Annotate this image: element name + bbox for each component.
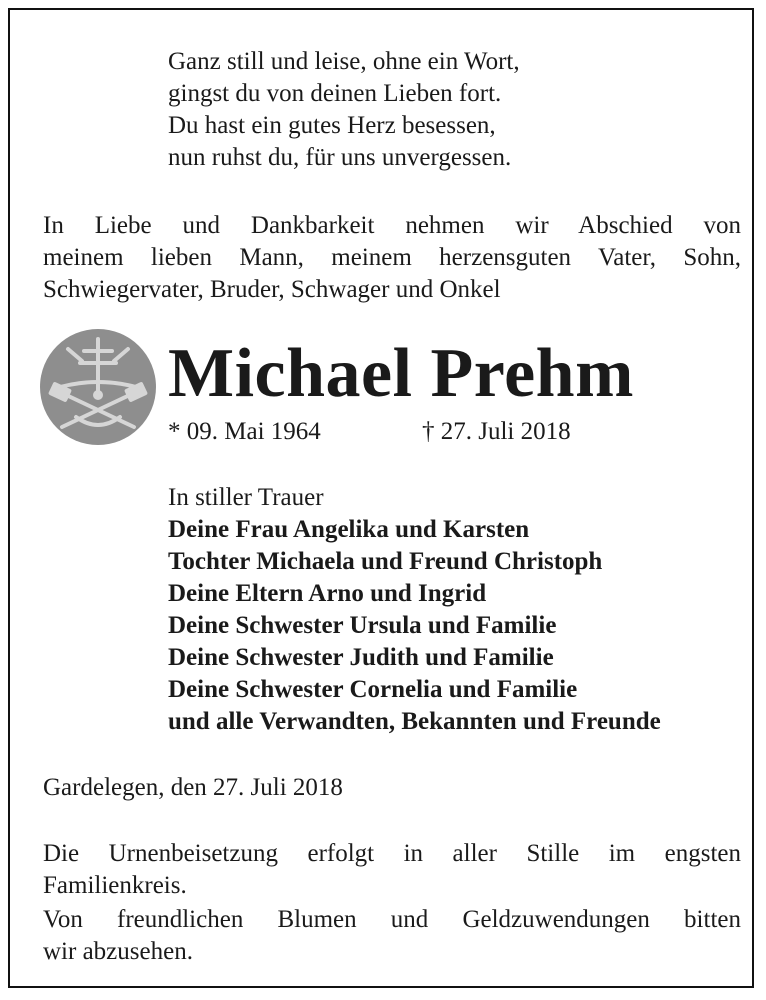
mourners-heading: In stiller Trauer [168, 484, 324, 511]
emblem-graphic [40, 329, 156, 445]
mourner-line: Deine Schwester Cornelia und Familie [168, 676, 578, 703]
place-and-date: Gardelegen, den 27. Juli 2018 [43, 774, 343, 801]
miner-hammer-emblem-icon [40, 329, 156, 445]
intro-line: Schwiegervater, Bruder, Schwager und Onkel [43, 276, 501, 303]
poem [168, 46, 520, 174]
poem-line: Du hast ein gutes Herz besessen, [168, 112, 496, 139]
intro-line: meinem lieben Mann, meinem herzensguten Vater, Sohn, [43, 244, 741, 271]
death-date: † 27. Juli 2018 [422, 418, 571, 445]
mourner-line: Deine Schwester Ursula und Familie [168, 612, 557, 639]
donation-line: wir abzusehen. [43, 938, 193, 965]
mourner-line: Deine Eltern Arno und Ingrid [168, 580, 487, 607]
burial-line: Die Urnenbeisetzung erfolgt in aller Stille im engsten [43, 840, 741, 867]
poem-line: nun ruhst du, für uns unvergessen. [168, 144, 512, 171]
mourner-line: Deine Schwester Judith und Familie [168, 644, 554, 671]
birth-date: * 09. Mai 1964 [168, 418, 321, 445]
donation-notice [43, 904, 741, 968]
farewell-intro [43, 210, 741, 306]
poem-line: gingst du von deinen Lieben fort. [168, 80, 502, 107]
intro-line: In Liebe und Dankbarkeit nehmen wir Abschied von [43, 212, 741, 239]
burial-line: Familienkreis. [43, 872, 187, 899]
mourner-line: Deine Frau Angelika und Karsten [168, 516, 530, 543]
mourner-line: Tochter Michaela und Freund Christoph [168, 548, 603, 575]
obituary-frame [8, 8, 754, 988]
burial-notice [43, 838, 741, 902]
donation-line: Von freundlichen Blumen und Geldzuwendungen bitten [43, 906, 741, 933]
deceased-name: Michael Prehm [168, 335, 634, 412]
mourners-list [168, 482, 661, 738]
poem-line: Ganz still und leise, ohne ein Wort, [168, 48, 520, 75]
mourner-line: und alle Verwandten, Bekannten und Freunde [168, 708, 661, 735]
